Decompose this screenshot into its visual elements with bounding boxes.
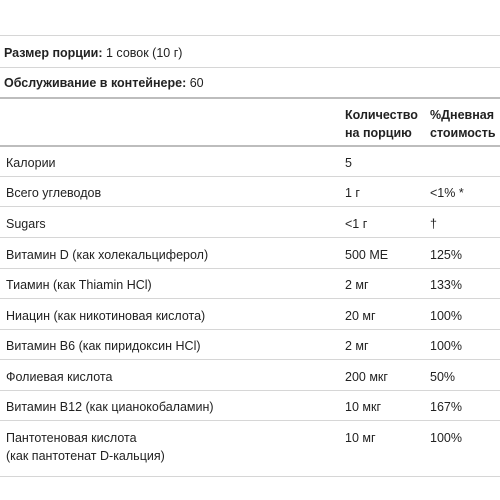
nutrient-name: Тиамин (как Thiamin HCl): [6, 278, 152, 292]
table-row: [0, 309, 500, 339]
table-row: [0, 248, 500, 278]
servings-label: Обслуживание в контейнере:: [4, 76, 187, 90]
table-row: [0, 186, 500, 216]
divider: [0, 329, 500, 330]
nutrient-name: Витамин B12 (как цианокобаламин): [6, 400, 214, 414]
divider: [0, 390, 500, 391]
serving-size-value: 1 совок (10 г): [102, 46, 183, 60]
divider: [0, 298, 500, 299]
serving-size-label: Размер порции:: [4, 46, 103, 60]
nutrient-name-line1: Пантотеновая кислота: [6, 431, 137, 445]
nutrient-dv: 167%: [430, 400, 462, 414]
header-dv-line2: стоимость: [430, 126, 496, 140]
divider: [0, 237, 500, 238]
nutrient-dv: 100%: [430, 309, 462, 323]
nutrient-name: Sugars: [6, 217, 46, 231]
nutrient-dv: <1% *: [430, 186, 464, 200]
nutrient-name-line2: (как пантотенат D-кальция): [6, 449, 165, 463]
header-dv-line1: %Дневная: [430, 108, 495, 122]
nutrient-amount: 10 мг: [345, 431, 376, 445]
nutrient-name: Ниацин (как никотиновая кислота): [6, 309, 206, 323]
divider: [0, 35, 500, 36]
divider: [0, 476, 500, 477]
divider: [0, 145, 500, 147]
nutrient-dv: 50%: [430, 370, 456, 384]
divider: [0, 67, 500, 68]
divider: [0, 268, 500, 269]
divider: [0, 176, 500, 177]
amount-per-serving-header: [345, 106, 418, 142]
nutrient-amount: <1 г: [345, 217, 368, 231]
serving-size: [4, 46, 182, 60]
nutrient-dv: †: [430, 217, 437, 231]
divider: [0, 206, 500, 207]
nutrient-name: Витамин D (как холекальциферол): [6, 248, 209, 262]
table-row: [0, 278, 500, 308]
table-row: [0, 370, 500, 400]
nutrient-dv: 100%: [430, 431, 462, 445]
header-amount-line1: Количество: [345, 108, 418, 122]
nutrient-dv: 100%: [430, 339, 462, 353]
nutrient-amount: 2 мг: [345, 278, 369, 292]
servings-value: 60: [186, 76, 204, 90]
nutrient-name: Калории: [6, 156, 56, 170]
table-row: [0, 339, 500, 369]
nutrient-amount: 2 мг: [345, 339, 369, 353]
nutrient-amount: 500 МЕ: [345, 248, 389, 262]
nutrient-name: Фолиевая кислота: [6, 370, 113, 384]
nutrient-name: Всего углеводов: [6, 186, 102, 200]
divider: [0, 97, 500, 99]
table-row: [0, 400, 500, 430]
nutrient-amount: 20 мг: [345, 309, 376, 323]
nutrient-dv: 133%: [430, 278, 462, 292]
nutrient-dv: 125%: [430, 248, 462, 262]
table-row: [0, 156, 500, 186]
daily-value-header: [430, 106, 496, 142]
nutrient-amount: 200 мкг: [345, 370, 388, 384]
header-amount-line2: на порцию: [345, 126, 412, 140]
divider: [0, 359, 500, 360]
table-row: [0, 217, 500, 247]
nutrient-name: Витамин B6 (как пиридоксин HCl): [6, 339, 201, 353]
nutrient-name: [6, 429, 165, 465]
servings-per-container: [4, 76, 204, 90]
nutrient-amount: 1 г: [345, 186, 360, 200]
table-row: [0, 429, 500, 477]
nutrient-amount: 10 мкг: [345, 400, 381, 414]
divider: [0, 420, 500, 421]
nutrient-amount: 5: [345, 156, 352, 170]
